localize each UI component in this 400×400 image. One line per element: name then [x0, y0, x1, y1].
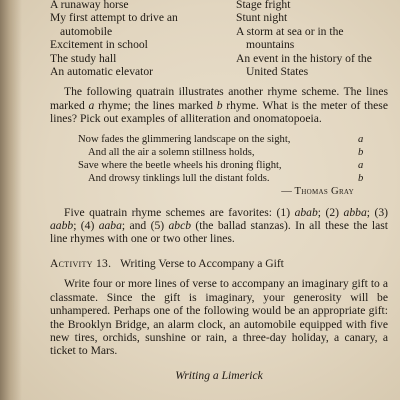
topic-column-left: [50, 0, 216, 78]
rhyme-mark: b: [358, 173, 364, 185]
topic-item: My first attempt to drive an automobile: [50, 11, 178, 38]
topic-item: A storm at sea or in the mountains: [236, 24, 344, 52]
page-content: [50, 0, 388, 382]
gift-verse-paragraph: Write four or more lines of verse to accompany an imaginary gift to a classmate. Since the gift is imaginary, your generosity will be unhampered. Perhaps one of the following would be an appropriate gift: the Brooklyn Bridge, an alarm clock, an automobile equipped with five new tires, orchids, sunshine or rain, a three-day holiday, a canary, a ticket to Mars.: [50, 277, 388, 358]
poem-line: And drowsy tinklings lull the distant folds. b: [78, 172, 368, 185]
topic-item: Stunt night: [236, 11, 288, 25]
topic-item: Stage fright: [236, 0, 291, 11]
activity-heading: Activity 13. Writing Verse to Accompany a Gift: [50, 256, 284, 270]
rhyme-mark: a: [358, 160, 364, 172]
rhyme-mark: a: [358, 133, 364, 145]
quatrain-intro-paragraph: The following quatrain illustrates another rhyme scheme. The lines marked a rhyme; the lines marked b rhyme. What is the meter of these lines? Pick out examples of alliteration and onomatopoeia.: [50, 85, 388, 126]
rhyme-mark: b: [358, 146, 364, 158]
poem-author: — Thomas Gray: [281, 186, 354, 198]
topic-column-right: [236, 0, 388, 78]
rhyme-schemes-paragraph: Five quatrain rhyme schemes are favorites: (1) abab; (2) abba; (3) aabb; (4) aaba; and (5) abcb (the ballad stanzas). In all these the last line rhymes with one or two other lines.: [50, 205, 388, 246]
topic-item: Excitement in school: [50, 38, 148, 52]
topic-item: A runaway horse: [50, 0, 129, 11]
topic-list: [50, 0, 388, 78]
topic-item: An automatic elevator: [50, 65, 154, 79]
quatrain-poem: [78, 133, 368, 199]
section-heading-limerick: Writing a Limerick: [175, 368, 263, 382]
page-gutter-shadow: [0, 0, 22, 400]
topic-item: An event in the history of the United States: [236, 51, 372, 79]
poem-line: Now fades the glimmering landscape on the sight, a: [78, 133, 368, 146]
poem-line: And all the air a solemn stillness holds, b: [78, 146, 368, 159]
poem-line: Save where the beetle wheels his droning flight, a: [78, 159, 368, 172]
topic-item: The study hall: [50, 51, 117, 65]
